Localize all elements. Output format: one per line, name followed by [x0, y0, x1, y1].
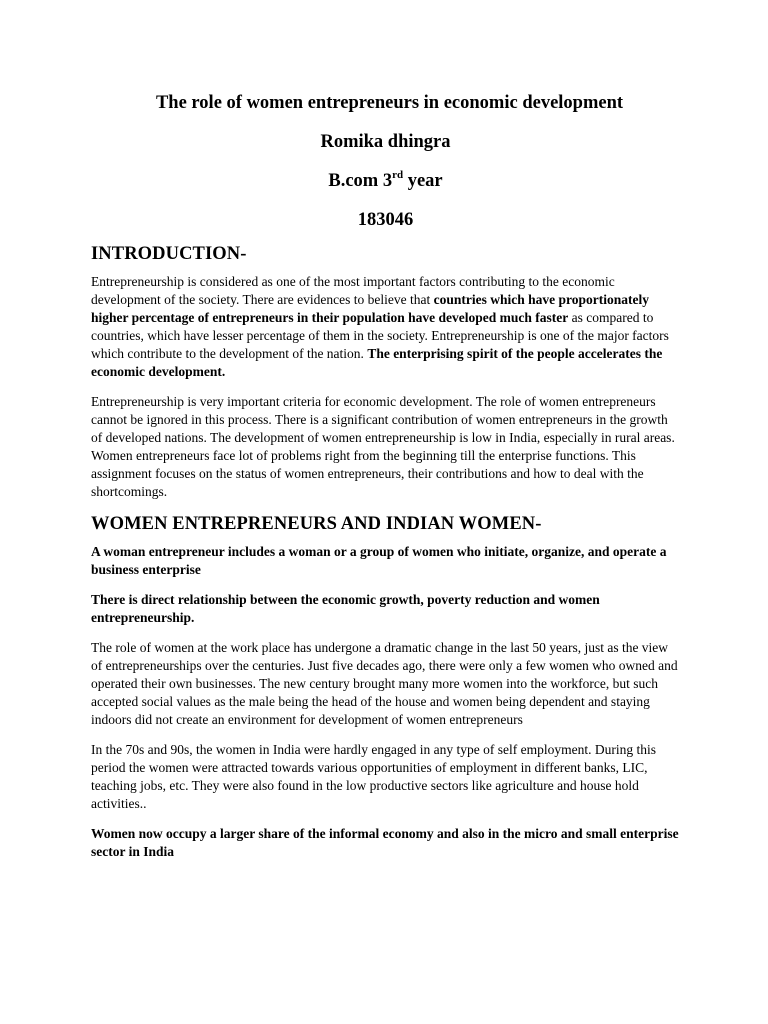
introduction-paragraph-2: Entrepreneurship is very important criteria for economic development. The role of women entrepreneurs cannot be ignored in this process. There is a significant contribution of women entrepreneurs in the growth of developed nations. The development of women entrepreneurship is low in India, especially in rural areas. Women entrepreneurs face lot of problems right from the beginning till the enterprise functions. This assignment focuses on the status of women entrepreneurs, their contributions and how to deal with the shortcomings.	[91, 394, 675, 499]
introduction-paragraph-1	[91, 273, 680, 381]
roll-number: 183046	[357, 210, 414, 230]
course-year-suffix: year	[403, 171, 443, 191]
informal-economy-statement: Women now occupy a larger share of the informal economy and also in the micro and small enterprise sector in India	[91, 826, 679, 859]
course-year-superscript: rd	[392, 169, 404, 181]
introduction-heading: INTRODUCTION-	[91, 244, 247, 264]
course-year-prefix: B.com 3	[328, 171, 393, 191]
growth-relationship-statement: There is direct relationship between the economic growth, poverty reduction and women entrepreneurship.	[91, 592, 600, 625]
intro-p1-bold-1: countries which have proportionately higher percentage of entrepreneurs in their population have developed much faster	[91, 292, 649, 325]
intro-p1-text-1: Entrepreneurship is considered as one of the most important factors contributing to the economic development of the society. There are evidences to believe that	[91, 274, 615, 307]
document-title: The role of women entrepreneurs in economic development	[155, 93, 624, 113]
woman-entrepreneur-definition: A woman entrepreneur includes a woman or a group of women who initiate, organize, and operate a business enterprise	[91, 544, 667, 577]
seventies-nineties-paragraph: In the 70s and 90s, the women in India were hardly engaged in any type of self employment. During this period the women were attracted towards various opportunities of employment in different banks, LIC, teaching jobs, etc. They were also found in the low productive sectors like agriculture and house hold activities..	[91, 742, 656, 811]
workplace-role-paragraph: The role of women at the work place has undergone a dramatic change in the last 50 years, just as the view of entrepreneurships over the centuries. Just five decades ago, there were only a few women who owned and operated their own businesses. The new century brought many more women into the workforce, but such accepted social values as the male being the head of the house and women being dependent and staying indoors did not create an environment for development of women entrepreneurs	[91, 640, 678, 727]
course-year	[91, 170, 680, 192]
intro-p1-bold-2: The enterprising spirit of the people accelerates the economic development.	[91, 346, 663, 379]
intro-p1-text-2: as compared to countries, which have lesser percentage of them in the society. Entrepreneurship is one of the major factors which contribute to the development of the nation.	[91, 310, 669, 361]
author-name: Romika dhingra	[320, 132, 451, 152]
women-entrepreneurs-heading: WOMEN ENTREPRENEURS AND INDIAN WOMEN-	[91, 514, 542, 534]
